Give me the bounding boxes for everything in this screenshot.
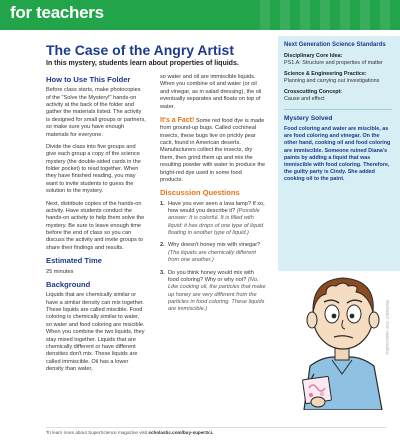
question-number: 1. — [160, 200, 165, 207]
question-answer: (No. Like cooking oil, the particles that make up honey are very different from the particles in food coloring. These liquids are immiscible.) — [168, 276, 266, 313]
mystery-solved-heading: Mystery Solved — [284, 114, 333, 122]
page-subtitle: In this mystery, students learn about properties of liquids. — [46, 60, 239, 67]
discussion-heading: Discussion Questions — [160, 188, 240, 198]
time-value: 25 minutes — [46, 268, 74, 275]
how-to-paragraph-3: Next, distribute copies of the hands-on activity. Have students conduct the hands-on activity to help them solve the mystery. Be sure to leave enough time before the end of class so you can discuss the activity and invite groups to share their findings and results. — [46, 200, 145, 251]
fact-box — [160, 116, 266, 184]
footer — [46, 430, 386, 435]
standard-text: Cause and effect — [284, 95, 325, 102]
standard-item — [284, 53, 392, 67]
standard-text: Planning and carrying out investigations — [284, 77, 380, 84]
question-text: Have you ever seen a lava lamp? If so, how would you describe it? — [168, 200, 265, 214]
question-answer: (Possible answer: It is colorful. It is filled with liquid: it has drops of one type of liquid floating in another type of liquid.) — [168, 207, 264, 237]
standard-item — [284, 71, 392, 85]
fact-heading: It's a Fact! — [160, 116, 195, 124]
left-column — [46, 74, 146, 378]
standard-item — [284, 89, 392, 103]
footer-text: To learn more about SuperScience magazine visit — [46, 430, 148, 435]
question-item — [160, 201, 266, 238]
background-heading: Background — [46, 279, 91, 289]
question-text: Do you think honey would mix with food coloring? Why or why not? — [168, 269, 254, 283]
standard-label: Science & Engineering Practice: — [284, 70, 367, 77]
brand-label: for teachers — [10, 3, 104, 22]
question-item — [160, 270, 266, 314]
mystery-solved-text: Food coloring and water are miscible, as are food coloring and vinegar. On the other hand, cooking oil and food coloring are immiscible. Someone ruined Diana's paints by adding a liquid that was immiscible with food coloring. Therefore, the guilty party is Cindy. She added cooking oil to the paint. — [284, 126, 391, 183]
question-item — [160, 242, 266, 264]
background-paragraph: Liquids that are chemically similar or have a similar density can mix together. These liquids are called miscible. Food coloring is chemically similar to water, so water and food coloring are miscible. When you combine the two liquids, they stay mixed together. Liquids that are chemically different or have different densities don't mix. These liquids are called immiscible. Oil has a lower density than water, — [46, 292, 145, 373]
standard-label: Crosscutting Concept: — [284, 88, 343, 95]
standards-title: Next Generation Science Standards — [284, 42, 386, 48]
middle-column — [160, 74, 266, 319]
how-to-heading: How to Use This Folder — [46, 75, 131, 84]
illustration-credit: Illustration: Dan Vasconcellos — [385, 300, 390, 355]
cartoon-boy-illustration — [296, 262, 388, 410]
how-to-paragraph-1: Before class starts, make photocopies of the "Solve the Mystery!" hands-on activity at the back of the folder and gather the materials listed. The activity is designed for small groups or partners, so make sure you have enough materials for everyone. — [46, 87, 146, 138]
standards-sidebar — [278, 36, 400, 271]
question-number: 3. — [160, 269, 165, 276]
background-continued: so water and oil are immiscible liquids. When you combine oil and water (or oil and vinegar, as in salad dressing), the oil eventually separates and floats on top of water. — [160, 74, 262, 110]
header-bar — [0, 0, 400, 30]
header-stripes — [260, 0, 400, 30]
footer-divider — [46, 427, 386, 428]
fact-text: Some red food dye is made from ground-up bugs. Called cochineal insects, these bugs live on prickly pear cacti, found in American deserts. Manufacturers collect the insects, dry them, then grind them up and mix the resulting powder with water to produce the bright-red dye used in some food products. — [160, 117, 266, 183]
sidebar-divider — [284, 109, 392, 110]
standard-label: Disciplinary Core Idea: — [284, 52, 343, 59]
question-text: Why doesn't honey mix with vinegar? — [168, 242, 261, 249]
page-title: The Case of the Angry Artist — [46, 42, 234, 58]
how-to-paragraph-2: Divide the class into five groups and give each group a copy of the science mystery (the double-sided cards in the folder pocket) to read together. When they have finished reading, you may want to invite students to guess the solution to the mystery. — [46, 143, 141, 195]
time-heading: Estimated Time — [46, 256, 102, 266]
question-number: 2. — [160, 242, 165, 249]
question-answer: (The liquids are chemically different from one another.) — [168, 249, 256, 264]
standard-text: PS1.A: Structure and properties of matter — [284, 59, 383, 66]
footer-link[interactable]: scholastic.com/buy-superSci. — [148, 430, 214, 435]
